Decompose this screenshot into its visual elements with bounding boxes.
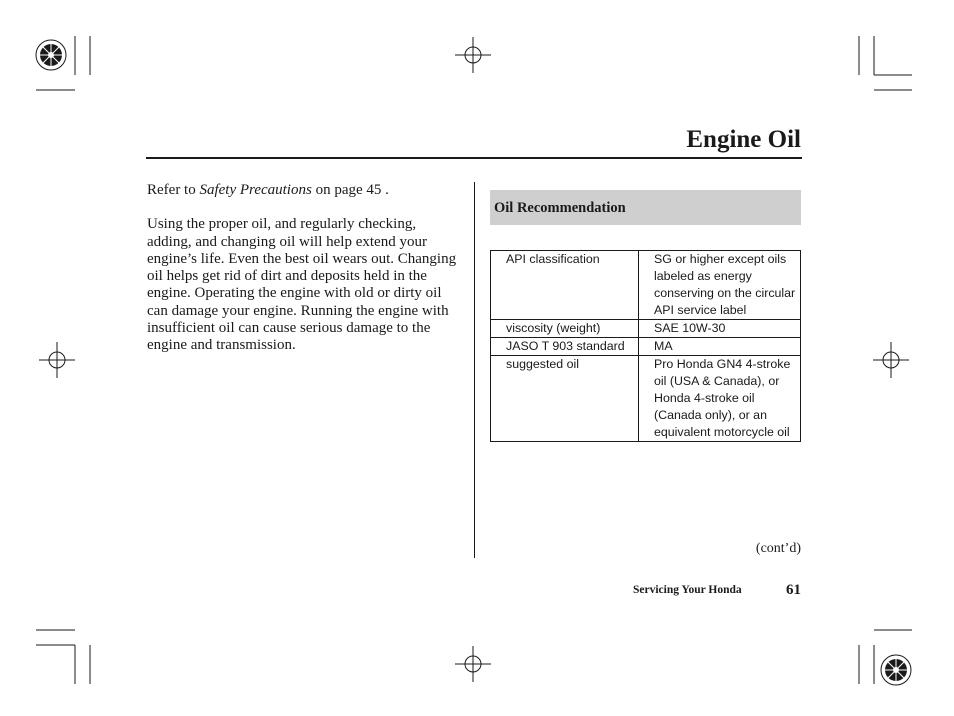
registration-starburst-icon	[34, 38, 68, 72]
registration-crosshair-icon	[455, 37, 491, 73]
page-number: 61	[786, 582, 801, 598]
table-row	[491, 251, 801, 320]
table-cell-value: Pro Honda GN4 4-stroke oil (USA & Canada), or Honda 4-stroke oil (Canada only), or an equivalent motorcycle oil	[639, 356, 801, 442]
safety-reference	[147, 182, 457, 199]
reference-prefix: Refer to	[147, 182, 200, 198]
registration-crosshair-icon	[39, 342, 75, 378]
safety-precautions-link[interactable]: Safety Precautions	[199, 182, 312, 198]
section-heading: Oil Recommendation	[494, 200, 626, 216]
table-cell-value: SAE 10W-30	[639, 320, 801, 338]
left-column	[147, 182, 457, 355]
body-paragraph: Using the proper oil, and regularly checking, adding, and changing oil will help extend your engine’s life. Even the best oil wears out. Changing oil helps get rid of dirt and deposits held in the engine. Operating the engine with old or dirty oil can damage your engine. Running the engine with insufficient oil can cause serious damage to the engine and transmission.	[147, 216, 457, 354]
page-title: Engine Oil	[686, 126, 801, 153]
reference-suffix: on page 45 .	[311, 182, 389, 198]
table-row	[491, 320, 801, 338]
column-divider	[474, 182, 475, 558]
table-cell-key: API classification	[491, 251, 639, 320]
table-cell-key: viscosity (weight)	[491, 320, 639, 338]
table-cell-value: SG or higher except oils labeled as energy conserving on the circular API service label	[639, 251, 801, 320]
table-row	[491, 338, 801, 356]
table-cell-key: suggested oil	[491, 356, 639, 442]
oil-spec-table	[490, 250, 801, 442]
title-rule	[146, 157, 802, 159]
table-cell-value: MA	[639, 338, 801, 356]
continued-note: (cont’d)	[755, 541, 801, 556]
footer-section-name: Servicing Your Honda	[633, 584, 742, 596]
registration-crosshair-icon	[873, 342, 909, 378]
table-row	[491, 356, 801, 442]
registration-crosshair-icon	[455, 646, 491, 682]
registration-starburst-icon	[879, 653, 913, 687]
table-cell-key: JASO T 903 standard	[491, 338, 639, 356]
section-heading-bar	[490, 190, 801, 225]
